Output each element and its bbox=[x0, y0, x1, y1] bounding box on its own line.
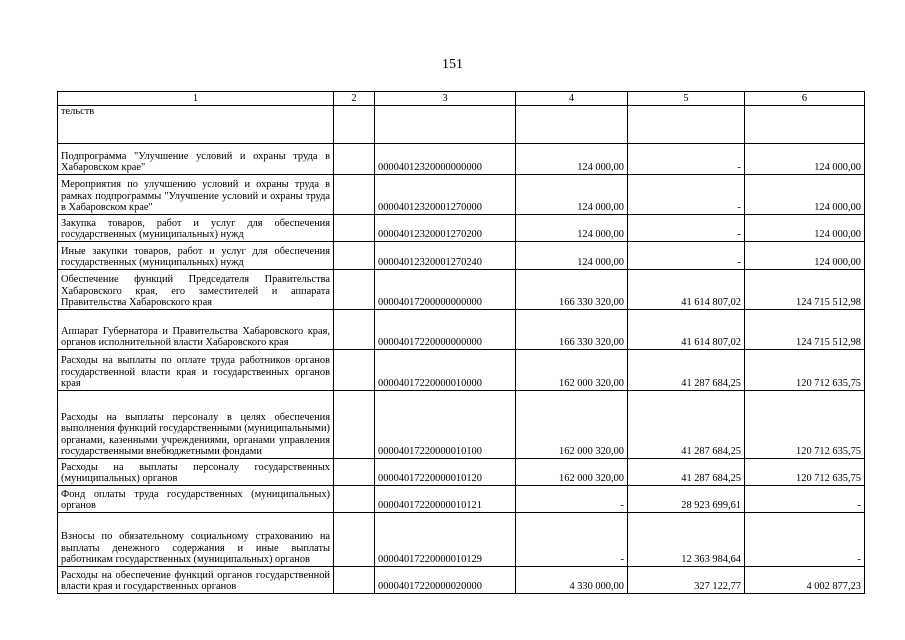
table-row bbox=[58, 215, 865, 242]
row-col2 bbox=[334, 391, 375, 459]
table-row bbox=[58, 486, 865, 513]
row-col2 bbox=[334, 486, 375, 513]
row-col2 bbox=[334, 310, 375, 350]
row-code: 00004012320000000000 bbox=[375, 144, 516, 175]
row-col2 bbox=[334, 567, 375, 594]
row-col6: - bbox=[745, 513, 865, 567]
row-col2 bbox=[334, 144, 375, 175]
column-header-6: 6 bbox=[745, 92, 865, 106]
row-col6: 124 000,00 bbox=[745, 144, 865, 175]
row-col6: 124 000,00 bbox=[745, 242, 865, 270]
row-col4 bbox=[516, 106, 628, 144]
row-code: 00004012320001270000 bbox=[375, 175, 516, 215]
header-row bbox=[58, 92, 865, 106]
table-row bbox=[58, 391, 865, 459]
row-col5: 41 614 807,02 bbox=[628, 270, 745, 310]
row-code bbox=[375, 106, 516, 144]
row-code: 00004017220000010120 bbox=[375, 459, 516, 486]
row-col6: 4 002 877,23 bbox=[745, 567, 865, 594]
row-code: 00004012320001270240 bbox=[375, 242, 516, 270]
row-col6: 120 712 635,75 bbox=[745, 350, 865, 391]
table-row bbox=[58, 270, 865, 310]
row-col2 bbox=[334, 513, 375, 567]
row-col4: 166 330 320,00 bbox=[516, 310, 628, 350]
row-code: 00004012320001270200 bbox=[375, 215, 516, 242]
row-col4: 124 000,00 bbox=[516, 144, 628, 175]
row-col5: 41 287 684,25 bbox=[628, 391, 745, 459]
row-col4: 162 000 320,00 bbox=[516, 459, 628, 486]
row-name: Закупка товаров, работ и услуг для обеспечения государственных (муниципальных) нужд bbox=[58, 215, 334, 242]
row-col6: 124 000,00 bbox=[745, 215, 865, 242]
row-code: 00004017220000010121 bbox=[375, 486, 516, 513]
row-col5: - bbox=[628, 144, 745, 175]
row-col2 bbox=[334, 175, 375, 215]
row-name: Расходы на обеспечение функций органов государственной власти края и государственных органов bbox=[58, 567, 334, 594]
row-col4: 166 330 320,00 bbox=[516, 270, 628, 310]
row-name: тельств bbox=[58, 106, 334, 144]
column-header-1: 1 bbox=[58, 92, 334, 106]
row-col2 bbox=[334, 270, 375, 310]
row-name: Обеспечение функций Председателя Правительства Хабаровского края, его заместителей и аппарата Правительства Хабаровского края bbox=[58, 270, 334, 310]
row-col5 bbox=[628, 106, 745, 144]
row-col5: 327 122,77 bbox=[628, 567, 745, 594]
row-name: Аппарат Губернатора и Правительства Хабаровского края, органов исполнительной власти Хабаровского края bbox=[58, 310, 334, 350]
row-col2 bbox=[334, 106, 375, 144]
row-code: 00004017220000000000 bbox=[375, 310, 516, 350]
row-code: 00004017220000010000 bbox=[375, 350, 516, 391]
column-header-4: 4 bbox=[516, 92, 628, 106]
row-col4: 162 000 320,00 bbox=[516, 391, 628, 459]
row-col6 bbox=[745, 106, 865, 144]
row-col4: 124 000,00 bbox=[516, 215, 628, 242]
row-col5: 12 363 984,64 bbox=[628, 513, 745, 567]
row-col4: 4 330 000,00 bbox=[516, 567, 628, 594]
table-row bbox=[58, 106, 865, 144]
row-col5: 28 923 699,61 bbox=[628, 486, 745, 513]
table-row bbox=[58, 175, 865, 215]
row-col5: - bbox=[628, 215, 745, 242]
column-header-5: 5 bbox=[628, 92, 745, 106]
row-col4: - bbox=[516, 486, 628, 513]
row-name: Взносы по обязательному социальному страхованию на выплаты денежного содержания и иные выплаты работникам государственных (муниципальных) органов bbox=[58, 513, 334, 567]
row-name: Подпрограмма "Улучшение условий и охраны труда в Хабаровском крае" bbox=[58, 144, 334, 175]
row-col5: - bbox=[628, 242, 745, 270]
row-col6: 120 712 635,75 bbox=[745, 391, 865, 459]
row-col2 bbox=[334, 242, 375, 270]
row-code: 00004017200000000000 bbox=[375, 270, 516, 310]
row-col4: 124 000,00 bbox=[516, 242, 628, 270]
column-header-2: 2 bbox=[334, 92, 375, 106]
table-row bbox=[58, 242, 865, 270]
row-col5: 41 287 684,25 bbox=[628, 459, 745, 486]
table-row bbox=[58, 459, 865, 486]
row-col5: 41 614 807,02 bbox=[628, 310, 745, 350]
row-col6: - bbox=[745, 486, 865, 513]
row-col6: 124 715 512,98 bbox=[745, 310, 865, 350]
row-name: Фонд оплаты труда государственных (муниципальных) органов bbox=[58, 486, 334, 513]
row-col4: 162 000 320,00 bbox=[516, 350, 628, 391]
row-col2 bbox=[334, 215, 375, 242]
row-name: Расходы на выплаты персоналу в целях обеспечения выполнения функций государственными (муниципальными) органами, казенными учреждениями, органами управления государственными внебюджетными фондами bbox=[58, 391, 334, 459]
page-number: 151 bbox=[442, 57, 463, 72]
row-col6: 120 712 635,75 bbox=[745, 459, 865, 486]
row-col2 bbox=[334, 350, 375, 391]
row-col6: 124 000,00 bbox=[745, 175, 865, 215]
table-row bbox=[58, 567, 865, 594]
table-row bbox=[58, 144, 865, 175]
row-col5: - bbox=[628, 175, 745, 215]
table-row bbox=[58, 310, 865, 350]
row-name: Расходы на выплаты по оплате труда работников органов государственной власти края и государственных органов края bbox=[58, 350, 334, 391]
row-col5: 41 287 684,25 bbox=[628, 350, 745, 391]
row-code: 00004017220000010100 bbox=[375, 391, 516, 459]
row-code: 00004017220000020000 bbox=[375, 567, 516, 594]
table-row bbox=[58, 350, 865, 391]
row-name: Расходы на выплаты персоналу государственных (муниципальных) органов bbox=[58, 459, 334, 486]
budget-table bbox=[57, 91, 865, 594]
row-col2 bbox=[334, 459, 375, 486]
table-row bbox=[58, 513, 865, 567]
row-name: Иные закупки товаров, работ и услуг для обеспечения государственных (муниципальных) нужд bbox=[58, 242, 334, 270]
row-code: 00004017220000010129 bbox=[375, 513, 516, 567]
row-col4: 124 000,00 bbox=[516, 175, 628, 215]
row-name: Мероприятия по улучшению условий и охраны труда в рамках подпрограммы "Улучшение условий и охраны труда в Хабаровском крае" bbox=[58, 175, 334, 215]
row-col4: - bbox=[516, 513, 628, 567]
row-col6: 124 715 512,98 bbox=[745, 270, 865, 310]
column-header-3: 3 bbox=[375, 92, 516, 106]
